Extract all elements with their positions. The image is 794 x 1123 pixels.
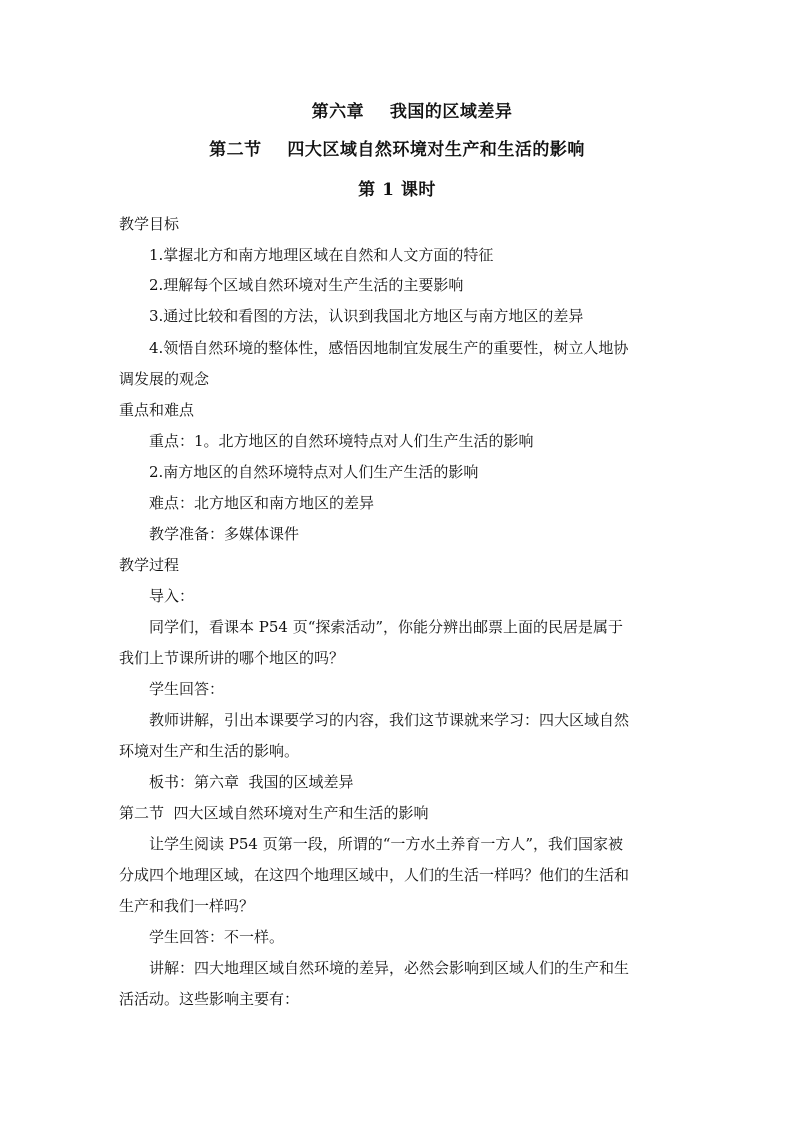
teaching-preparation: 教学准备：多媒体课件 — [149, 525, 300, 543]
difficult-point: 难点：北方地区和南方地区的差异 — [149, 494, 375, 512]
goal-item-4: 4.领悟自然环境的整体性，感悟因地制宜发展生产的重要性，树立人地协 — [149, 339, 629, 357]
chapter-title: 第六章 我国的区域差异 — [311, 102, 513, 122]
paragraph-line: 环境对生产和生活的影响。 — [119, 742, 300, 760]
paragraph-line: 活活动。这些影响主要有： — [119, 990, 300, 1008]
board-writing-section: 第二节 四大区域自然环境对生产和生活的影响 — [119, 804, 429, 822]
goal-item-1: 1.掌握北方和南方地理区域在自然和人文方面的特征 — [149, 246, 494, 264]
paragraph-line: 分成四个地理区域，在这四个地理区域中，人们的生活一样吗？他们的生活和 — [119, 866, 630, 884]
heading-teaching-goals: 教学目标 — [119, 215, 180, 233]
goal-item-2: 2.理解每个区域自然环境对生产生活的主要影响 — [149, 276, 464, 294]
student-answer-label: 学生回答： — [149, 680, 225, 698]
key-point-2: 2.南方地区的自然环境特点对人们生产生活的影响 — [149, 463, 479, 481]
goal-item-4-cont: 调发展的观念 — [119, 370, 210, 388]
intro-label: 导入： — [149, 587, 195, 605]
paragraph-line: 教师讲解，引出本课要学习的内容，我们这节课就来学习：四大区域自然 — [149, 711, 630, 729]
section-title: 第二节 四大区域自然环境对生产和生活的影响 — [209, 140, 585, 160]
goal-item-3: 3.通过比较和看图的方法，认识到我国北方地区与南方地区的差异 — [149, 307, 584, 325]
lesson-title: 第 1 课时 — [358, 180, 436, 200]
heading-key-points: 重点和难点 — [119, 401, 195, 419]
heading-teaching-process: 教学过程 — [119, 556, 180, 574]
paragraph-line: 同学们，看课本 P54 页“探索活动”，你能分辨出邮票上面的民居是属于 — [149, 618, 624, 636]
paragraph-line: 让学生阅读 P54 页第一段，所谓的“一方水土养育一方人”，我们国家被 — [149, 835, 624, 853]
paragraph-line: 生产和我们一样吗？ — [119, 897, 255, 915]
student-answer: 学生回答：不一样。 — [149, 928, 285, 946]
key-point-1: 重点：1。北方地区的自然环境特点对人们生产生活的影响 — [149, 432, 534, 450]
board-writing: 板书：第六章 我国的区域差异 — [149, 773, 354, 791]
paragraph-line: 讲解：四大地理区域自然环境的差异，必然会影响到区域人们的生产和生 — [149, 959, 630, 977]
paragraph-line: 我们上节课所讲的哪个地区的吗？ — [119, 649, 345, 667]
